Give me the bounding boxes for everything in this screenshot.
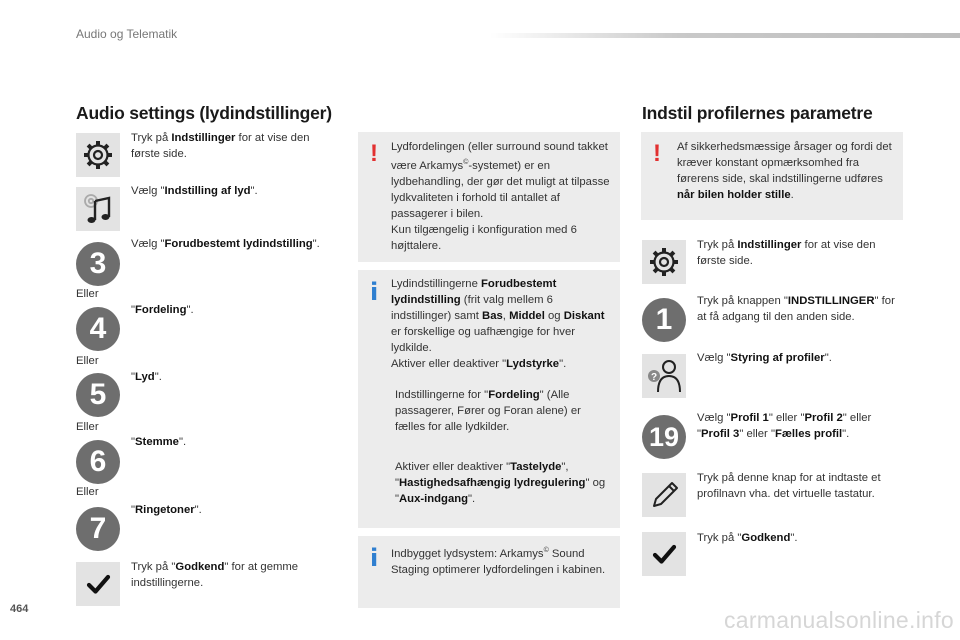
info-text-distribution: Indstillingerne for "Fordeling" (Alle passagerer, Fører og Foran alene) er fælles for alle lydkilder. — [395, 389, 581, 433]
left-step-5-text: "Lyd". — [131, 371, 162, 383]
warning-panel-sound-distribution — [358, 132, 620, 262]
info-text-presets: Lydindstillingerne Forudbestemt lydindstilling (frit valg mellem 6 indstillinger) samt Bas, Middel og Diskant er forskellige og uafhængige for hver lydkilde. Aktiver eller deaktiver "Lydstyrke". — [391, 278, 605, 370]
warning-panel-safety — [641, 132, 903, 220]
settings-gear-icon — [642, 240, 686, 284]
right-step-5-text: Tryk på denne knap for at indtaste et profilnavn vha. det virtuelle tastatur. — [697, 472, 881, 500]
info-text-arkamys: Indbygget lydsystem: Arkamys© Sound Staging optimerer lydfordelingen i kabinen. — [391, 547, 606, 576]
info-text-key-sounds: Aktiver eller deaktiver "Tastelyde", "Hastighedsafhængig lydregulering" og "Aux-indgang". — [395, 461, 606, 505]
warning-text-sound-distribution: Lydfordelingen (eller surround sound takket være Arkamys©-systemet) er en lydbehandling, der gør det muligt at tilpasse lydkvaliteten i forhold til antallet af passagerer i bilen. Kun tilgængelig i konfiguration med 6 højttalere. — [391, 141, 610, 252]
right-step-3-text: Vælg "Styring af profiler". — [697, 352, 832, 364]
right-step-6-text: Tryk på "Godkend". — [697, 532, 798, 544]
step-number-4-badge: 4 — [76, 307, 120, 351]
warning-exclamation-icon: ! — [653, 140, 661, 167]
page-number: 464 — [10, 603, 29, 615]
edit-pencil-icon — [642, 473, 686, 517]
right-step-4-text: Vælg "Profil 1" eller "Profil 2" eller "Profil 3" eller "Fælles profil". — [697, 412, 872, 440]
left-step-6-text: "Stemme". — [131, 436, 187, 448]
step-number-19-badge: 19 — [642, 415, 686, 459]
or-label: Eller — [76, 421, 99, 433]
left-step-7-text: "Ringetoner". — [131, 504, 202, 516]
right-step-1-text: Tryk på Indstillinger for at vise den første side. — [697, 239, 876, 267]
header-rule — [490, 33, 960, 38]
warning-text-safety: Af sikkerhedsmæssige årsager og fordi det kræver konstant opmærksomhed fra førerens side, skal indstillingerne udføres når bilen holder stille. — [677, 141, 892, 201]
warning-exclamation-icon: ! — [370, 140, 378, 167]
or-label: Eller — [76, 486, 99, 498]
audio-settings-title: Audio settings (lydindstillinger) — [76, 103, 332, 123]
left-step-8-text: Tryk på "Godkend" for at gemme indstillingerne. — [131, 561, 299, 589]
profile-settings-title: Indstil profilernes parametre — [642, 103, 873, 123]
info-panel-arkamys — [358, 536, 620, 608]
left-step-1-text: Tryk på Indstillinger for at vise den første side. — [131, 132, 310, 160]
info-icon: i — [370, 544, 379, 572]
confirm-check-icon — [76, 562, 120, 606]
settings-gear-icon — [76, 133, 120, 177]
step-number-3-badge: 3 — [76, 242, 120, 286]
running-header: Audio og Telematik — [76, 27, 178, 41]
left-step-4-text: "Fordeling". — [131, 304, 194, 316]
confirm-check-icon — [642, 532, 686, 576]
step-number-1-badge: 1 — [642, 298, 686, 342]
info-icon: i — [370, 278, 379, 306]
profile-user-icon — [642, 354, 686, 398]
info-panel-sound-settings — [358, 270, 620, 528]
sound-settings-note-icon — [76, 187, 120, 231]
left-step-2-text: Vælg "Indstilling af lyd". — [131, 185, 258, 197]
watermark: carmanualsonline.info — [723, 607, 954, 633]
left-step-3-text: Vælg "Forudbestemt lydindstilling". — [131, 238, 320, 250]
step-number-6-badge: 6 — [76, 440, 120, 484]
right-step-2-text: Tryk på knappen "INDSTILLINGER" for at få adgang til den anden side. — [697, 295, 895, 323]
or-label: Eller — [76, 355, 99, 367]
step-number-7-badge: 7 — [76, 507, 120, 551]
step-number-5-badge: 5 — [76, 373, 120, 417]
or-label: Eller — [76, 288, 99, 300]
svg-text:?: ? — [650, 372, 658, 383]
